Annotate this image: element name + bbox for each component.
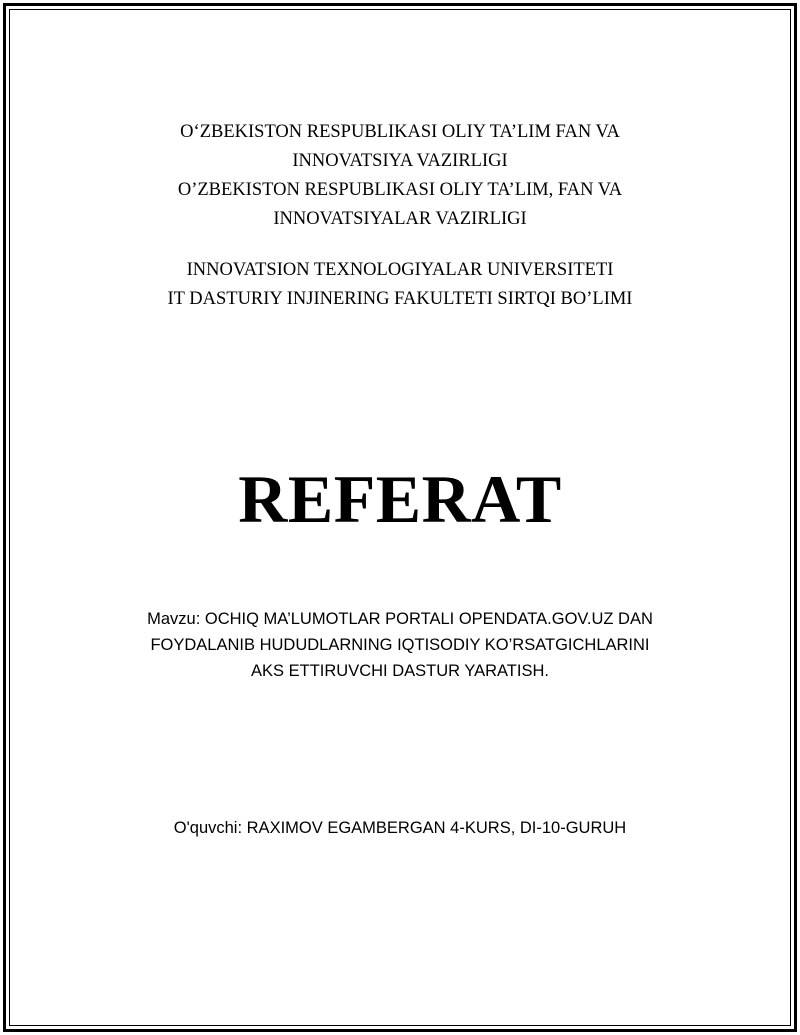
ministry-line-2: INNOVATSIYA VAZIRLIGI	[292, 151, 508, 171]
university-line-1: INNOVATSION TEXNOLOGIYALAR UNIVERSITETI	[186, 260, 614, 280]
ministry-header	[0, 118, 800, 234]
topic-line-2: FOYDALANIB HUDUDLARNING IQTISODIY KO’RSATGICHLARINI	[150, 636, 650, 654]
topic-line-1: Mavzu: OCHIQ MA’LUMOTLAR PORTALI OPENDATA.GOV.UZ DAN	[147, 610, 653, 628]
topic-line-3: AKS ETTIRUVCHI DASTUR YARATISH.	[251, 662, 549, 680]
university-line-2: IT DASTURIY INJINERING FAKULTETI SIRTQI BO’LIMI	[167, 289, 633, 309]
university-header	[0, 256, 800, 314]
ministry-line-1: O‘ZBEKISTON RESPUBLIKASI OLIY TA’LIM FAN VA	[180, 122, 620, 142]
student-info: O'quvchi: RAXIMOV EGAMBERGAN 4-KURS, DI-10-GURUH	[173, 819, 627, 837]
document-title: REFERAT	[238, 461, 562, 537]
ministry-line-4: INNOVATSIYALAR VAZIRLIGI	[273, 209, 527, 229]
topic-section	[0, 606, 800, 684]
ministry-line-3: O’ZBEKISTON RESPUBLIKASI OLIY TA’LIM, FAN VA	[177, 180, 623, 200]
student-section	[0, 815, 800, 841]
